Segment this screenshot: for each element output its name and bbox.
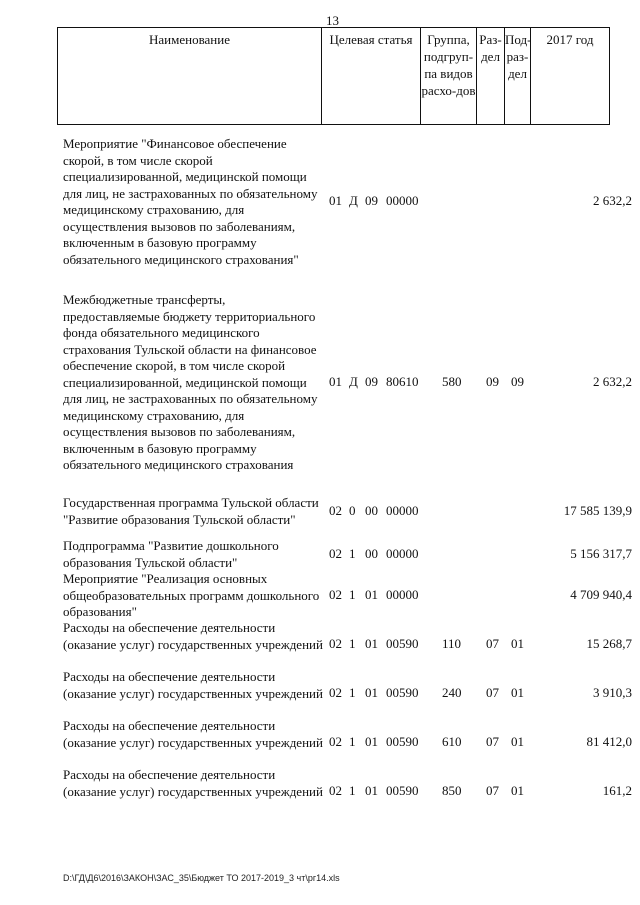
- header-subsection: Под-раз-дел: [504, 27, 531, 125]
- row-code-subprogram: Д: [349, 374, 358, 389]
- row-group: 610: [442, 734, 462, 749]
- row-subsection: 01: [511, 734, 524, 749]
- row-code-activity: 01: [365, 587, 378, 602]
- row-group: 580: [442, 374, 462, 389]
- row-group: 850: [442, 783, 462, 798]
- row-name: Государственная программа Тульской области "Развитие образования Тульской области": [63, 495, 319, 527]
- row-code-direction: 00590: [386, 734, 419, 749]
- row-code-subprogram: 0: [349, 503, 356, 518]
- row-code-subprogram: 1: [349, 587, 356, 602]
- row-code-activity: 00: [365, 503, 378, 518]
- row-code-subprogram: 1: [349, 546, 356, 561]
- row-code-activity: 01: [365, 636, 378, 651]
- row-name: Расходы на обеспечение деятельности (оказание услуг) государственных учреждений: [63, 767, 323, 799]
- page-number: 13: [326, 13, 339, 28]
- row-amount: 15 268,7: [586, 636, 632, 651]
- row-amount: 161,2: [602, 783, 632, 798]
- row-code-subprogram: 1: [349, 636, 356, 651]
- row-code-direction: 00000: [386, 193, 419, 208]
- row-name: Мероприятие "Финансовое обеспечение скорой, в том числе скорой специализированной, медицинской помощи для лиц, не застрахованных по обязательному медицинскому страхованию, для осуществления вызовов по заболеваниям, включенным в базовую программу обязательного медицинского страхования": [63, 136, 318, 267]
- header-name: Наименование: [57, 27, 322, 125]
- row-code-direction: 00590: [386, 685, 419, 700]
- row-code-program: 01: [329, 374, 342, 389]
- row-section: 09: [486, 374, 499, 389]
- row-group: 110: [442, 636, 462, 651]
- row-code-program: 02: [329, 685, 342, 700]
- row-code-program: 02: [329, 734, 342, 749]
- row-code-program: 02: [329, 587, 342, 602]
- row-code-activity: 09: [365, 193, 378, 208]
- row-code-direction: 00590: [386, 636, 419, 651]
- row-subsection: 01: [511, 636, 524, 651]
- header-target: Целевая статья: [321, 27, 421, 125]
- row-code-activity: 01: [365, 783, 378, 798]
- row-name: Межбюджетные трансферты, предоставляемые бюджету территориального фонда обязательного медицинского страхования Тульской области на финансовое обеспечение скорой, в том числе скорой специализированной, медицинской помощи для лиц, не застрахованных по обязательному медицинскому страхованию, для осуществления вызовов по заболеваниям, включенным в базовую программу обязательного медицинского страхования: [63, 292, 318, 472]
- row-code-program: 01: [329, 193, 342, 208]
- header-year: 2017 год: [530, 27, 610, 125]
- header-section: Раз-дел: [476, 27, 505, 125]
- row-name: Расходы на обеспечение деятельности (оказание услуг) государственных учреждений: [63, 718, 323, 750]
- row-code-subprogram: 1: [349, 685, 356, 700]
- row-code-program: 02: [329, 546, 342, 561]
- row-section: 07: [486, 685, 499, 700]
- row-section: 07: [486, 783, 499, 798]
- row-code-direction: 00000: [386, 546, 419, 561]
- row-amount: 2 632,2: [593, 193, 632, 208]
- row-code-program: 02: [329, 636, 342, 651]
- row-name: Мероприятие "Реализация основных общеобразовательных программ дошкольного образования": [63, 571, 320, 619]
- row-amount: 4 709 940,4: [570, 587, 632, 602]
- row-name: Расходы на обеспечение деятельности (оказание услуг) государственных учреждений: [63, 669, 323, 701]
- row-amount: 81 412,0: [586, 734, 632, 749]
- row-amount: 3 910,3: [593, 685, 632, 700]
- row-code-activity: 01: [365, 734, 378, 749]
- row-subsection: 01: [511, 685, 524, 700]
- row-code-activity: 00: [365, 546, 378, 561]
- row-code-direction: 00000: [386, 587, 419, 602]
- row-subsection: 09: [511, 374, 524, 389]
- header-group: Группа, подгруп-па видов расхо-дов: [420, 27, 477, 125]
- row-section: 07: [486, 734, 499, 749]
- row-code-subprogram: 1: [349, 734, 356, 749]
- row-code-direction: 80610: [386, 374, 419, 389]
- row-amount: 5 156 317,7: [570, 546, 632, 561]
- row-amount: 2 632,2: [593, 374, 632, 389]
- row-group: 240: [442, 685, 462, 700]
- table-header: [57, 27, 610, 125]
- row-amount: 17 585 139,9: [563, 503, 632, 518]
- row-code-activity: 09: [365, 374, 378, 389]
- row-code-program: 02: [329, 503, 342, 518]
- row-name: Расходы на обеспечение деятельности (оказание услуг) государственных учреждений: [63, 620, 323, 652]
- footer-path: D:\ГД\Д6\2016\ЗАКОН\ЗАС_35\Бюджет ТО 2017-2019_3 чт\рг14.xls: [63, 873, 340, 883]
- row-subsection: 01: [511, 783, 524, 798]
- row-code-activity: 01: [365, 685, 378, 700]
- row-code-direction: 00000: [386, 503, 419, 518]
- row-code-subprogram: 1: [349, 783, 356, 798]
- row-code-direction: 00590: [386, 783, 419, 798]
- row-section: 07: [486, 636, 499, 651]
- row-code-program: 02: [329, 783, 342, 798]
- row-code-subprogram: Д: [349, 193, 358, 208]
- row-name: Подпрограмма "Развитие дошкольного образования Тульской области": [63, 538, 279, 570]
